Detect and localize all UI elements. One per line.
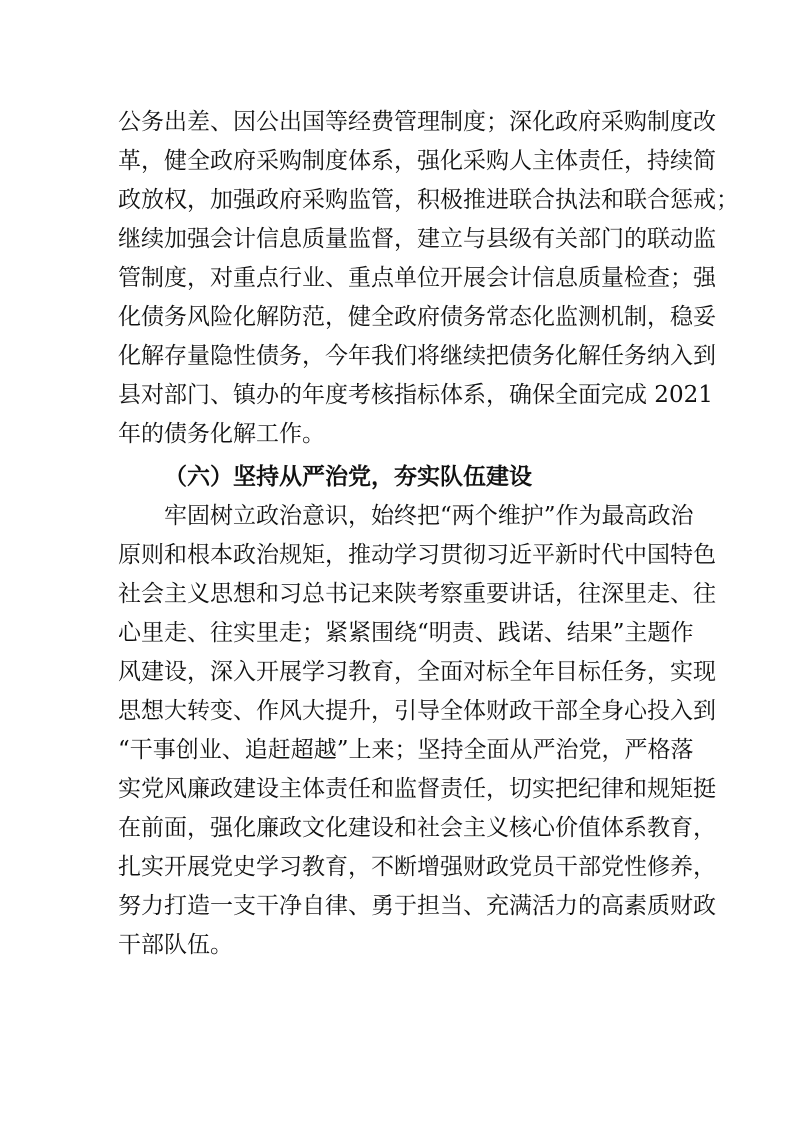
paragraph-2-line-5: 风建设，深入开展学习教育，全面对标全年目标任务，实现: [118, 659, 716, 685]
paragraph-1-line-9: 年的债务化解工作。: [118, 421, 325, 447]
section-heading: （六）坚持从严治党，夯实队伍建设: [164, 464, 532, 490]
paragraph-2-line-12: 干部队伍。: [118, 932, 233, 958]
paragraph-1-line-1: 公务出差、因公出国等经费管理制度；深化政府采购制度改: [118, 109, 716, 135]
paragraph-2-line-2: 原则和根本政治规矩，推动学习贯彻习近平新时代中国特色: [118, 542, 716, 568]
paragraph-1-line-3: 政放权，加强政府采购监管，积极推进联合执法和联合惩戒；: [118, 187, 739, 213]
paragraph-2-line-9: 在前面，强化廉政文化建设和社会主义核心价值体系教育，: [118, 815, 716, 841]
paragraph-1-line-8: 县对部门、镇办的年度考核指标体系，确保全面完成 2021: [118, 382, 713, 408]
paragraph-2-line-1: 牢固树立政治意识，始终把“两个维护”作为最高政治: [164, 503, 694, 529]
paragraph-1-line-5: 管制度，对重点行业、重点单位开展会计信息质量检查；强: [118, 265, 716, 291]
paragraph-1-line-7: 化解存量隐性债务，今年我们将继续把债务化解任务纳入到: [118, 343, 716, 369]
paragraph-1-line-2: 革，健全政府采购制度体系，强化采购人主体责任，持续简: [118, 148, 716, 174]
paragraph-2-line-8: 实党风廉政建设主体责任和监督责任，切实把纪律和规矩挺: [118, 776, 716, 802]
paragraph-2-line-4: 心里走、往实里走；紧紧围绕“明责、践诺、结果”主题作: [118, 620, 694, 646]
paragraph-1-line-6: 化债务风险化解防范，健全政府债务常态化监测机制，稳妥: [118, 304, 716, 330]
paragraph-2-line-10: 扎实开展党史学习教育，不断增强财政党员干部党性修养，: [118, 854, 716, 880]
paragraph-2-line-11: 努力打造一支干净自律、勇于担当、充满活力的高素质财政: [118, 893, 716, 919]
paragraph-2-line-6: 思想大转变、作风大提升，引导全体财政干部全身心投入到: [118, 698, 716, 724]
paragraph-2-line-7: “干事创业、追赶超越”上来；坚持全面从严治党，严格落: [118, 737, 694, 763]
paragraph-2-line-3: 社会主义思想和习总书记来陕考察重要讲话，往深里走、往: [118, 581, 716, 607]
paragraph-1-line-4: 继续加强会计信息质量监督，建立与县级有关部门的联动监: [118, 226, 716, 252]
